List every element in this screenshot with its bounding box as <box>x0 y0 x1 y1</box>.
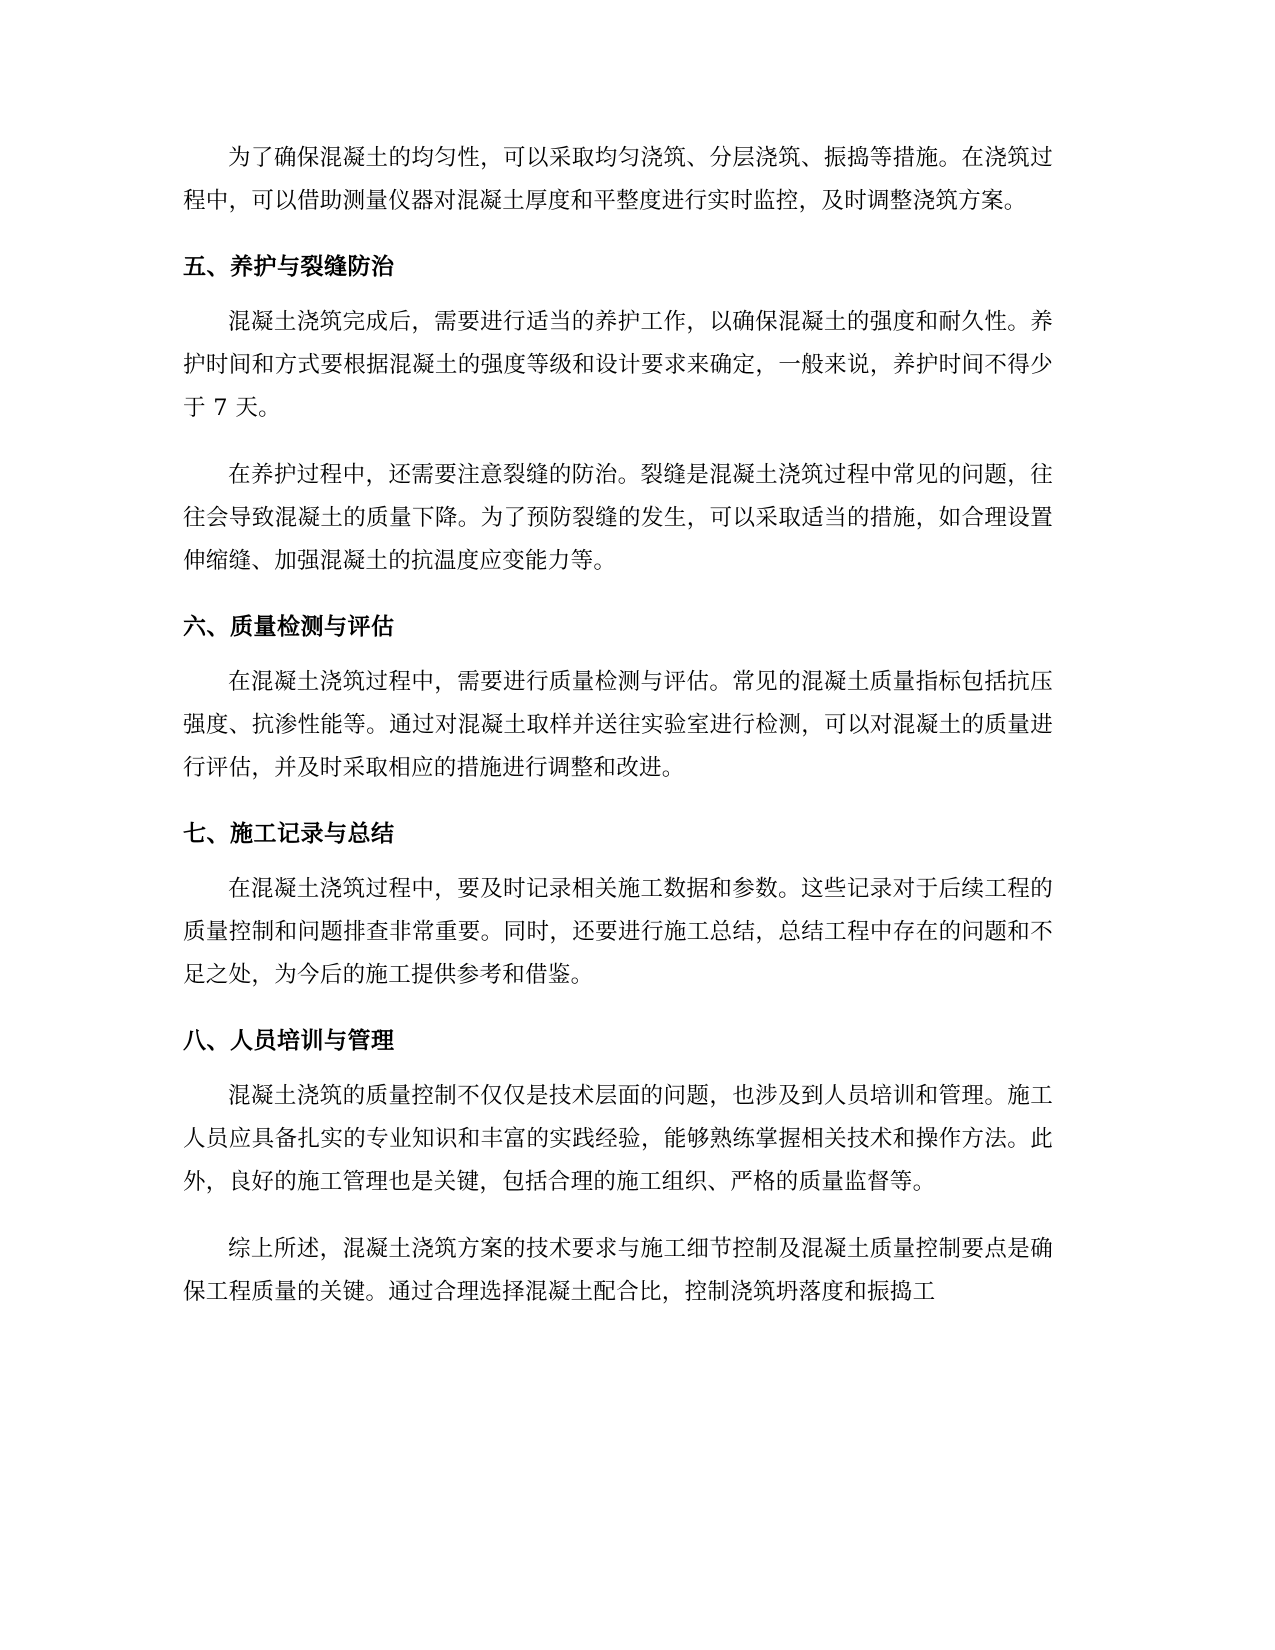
summary-paragraph: 综上所述，混凝土浇筑方案的技术要求与施工细节控制及混凝土质量控制要点是确保工程质量的关键。通过合理选择混凝土配合比，控制浇筑坍落度和振捣工 <box>183 1236 1053 1305</box>
section-heading-curing: 五、养护与裂缝防治 <box>183 254 395 280</box>
section-heading-personnel-training: 八、人员培训与管理 <box>183 1028 395 1054</box>
intro-paragraph: 为了确保混凝土的均匀性，可以采取均匀浇筑、分层浇筑、振捣等措施。在浇筑过程中，可以借助测量仪器对混凝土厚度和平整度进行实时监控，及时调整浇筑方案。 <box>183 145 1053 214</box>
quality-inspection-paragraph: 在混凝土浇筑过程中，需要进行质量检测与评估。常见的混凝土质量指标包括抗压强度、抗渗性能等。通过对混凝土取样并送往实验室进行检测，可以对混凝土的质量进行评估，并及时采取相应的措施进行调整和改进。 <box>183 669 1053 781</box>
curing-paragraph-1: 混凝土浇筑完成后，需要进行适当的养护工作，以确保混凝土的强度和耐久性。养护时间和方式要根据混凝土的强度等级和设计要求来确定，一般来说，养护时间不得少于 7 天。 <box>183 309 1053 421</box>
construction-records-paragraph: 在混凝土浇筑过程中，要及时记录相关施工数据和参数。这些记录对于后续工程的质量控制和问题排查非常重要。同时，还要进行施工总结，总结工程中存在的问题和不足之处，为今后的施工提供参考和借鉴。 <box>183 876 1053 988</box>
curing-paragraph-2: 在养护过程中，还需要注意裂缝的防治。裂缝是混凝土浇筑过程中常见的问题，往往会导致混凝土的质量下降。为了预防裂缝的发生，可以采取适当的措施，如合理设置伸缩缝、加强混凝土的抗温度应变能力等。 <box>183 462 1053 574</box>
section-heading-construction-records: 七、施工记录与总结 <box>183 821 395 847</box>
personnel-training-paragraph: 混凝土浇筑的质量控制不仅仅是技术层面的问题，也涉及到人员培训和管理。施工人员应具备扎实的专业知识和丰富的实践经验，能够熟练掌握相关技术和操作方法。此外，良好的施工管理也是关键，包括合理的施工组织、严格的质量监督等。 <box>183 1083 1053 1195</box>
section-heading-quality-inspection: 六、质量检测与评估 <box>183 614 395 640</box>
document-body <box>183 137 1053 1338</box>
